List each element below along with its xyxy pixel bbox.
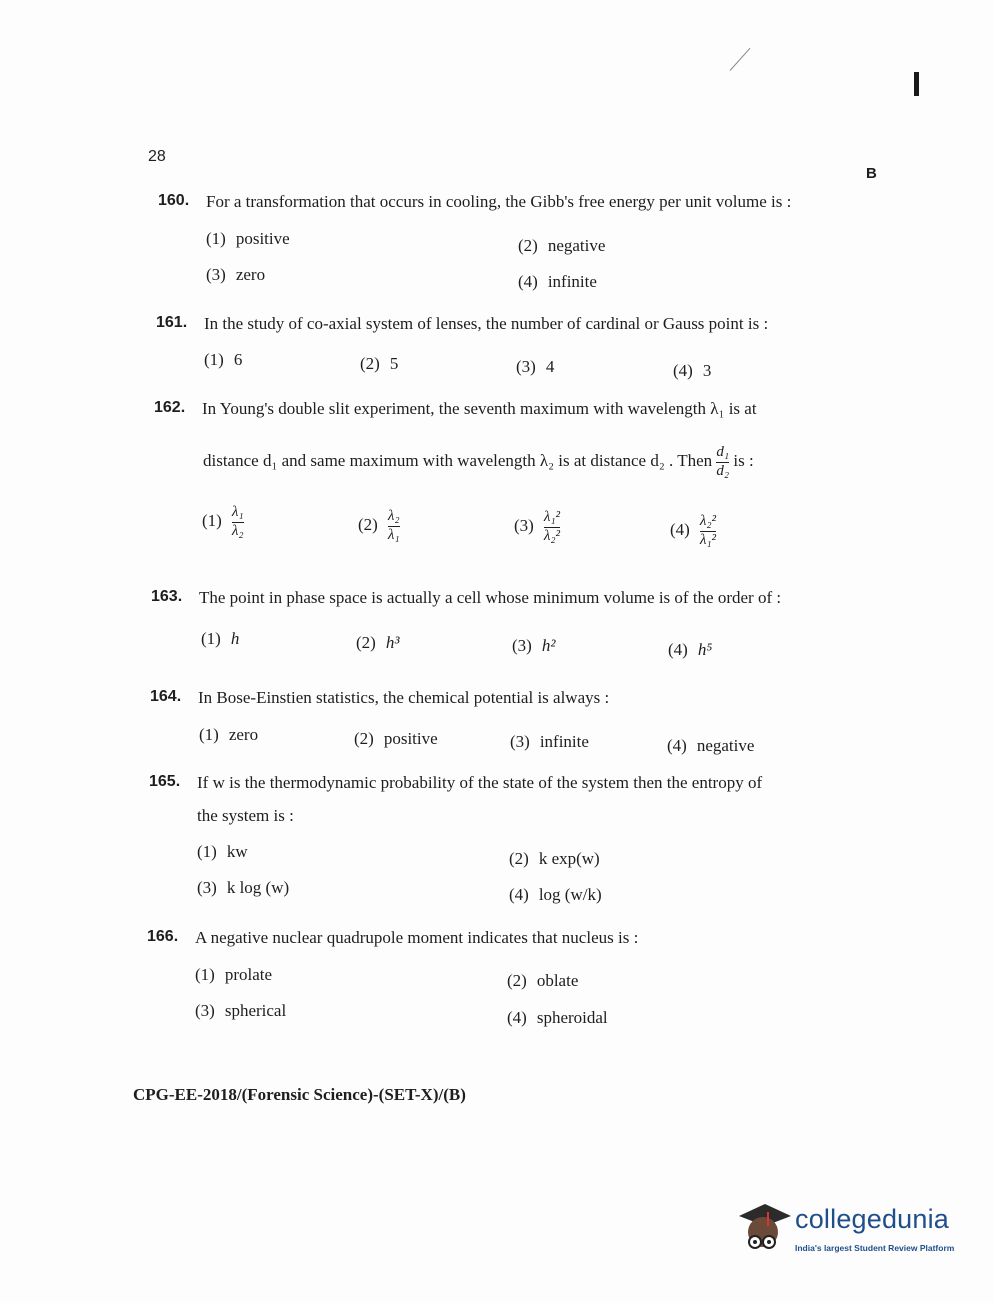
option-4: (4) 3 xyxy=(673,361,712,380)
option-4: (4) spheroidal xyxy=(507,1008,608,1027)
option-2: (2) oblate xyxy=(507,971,579,990)
collegedunia-logo xyxy=(735,1198,965,1258)
option-2: (2) negative xyxy=(518,236,606,255)
mascot-icon xyxy=(735,1198,793,1256)
question-text: For a transformation that occurs in cooling, the Gibb's free energy per unit volume is : xyxy=(206,192,792,211)
question-text: In Young's double slit experiment, the seventh maximum with wavelength λ₁ is at xyxy=(202,399,757,418)
question-number: 162. xyxy=(154,399,186,416)
option-1: (1) kw xyxy=(197,842,248,861)
question-number: 163. xyxy=(151,588,183,605)
option-2: (2) k exp(w) xyxy=(509,849,600,868)
question-number: 160. xyxy=(158,192,190,209)
question-text: In Bose-Einstien statistics, the chemical potential is always : xyxy=(198,688,610,707)
question-text-line-2: the system is : xyxy=(197,806,294,825)
option-1: (1) h xyxy=(201,629,240,648)
question-text: In the study of co-axial system of lenses, the number of cardinal or Gauss point is : xyxy=(204,314,769,333)
option-2: (2) positive xyxy=(354,729,438,748)
option-3: (3) h² xyxy=(512,636,556,655)
question-number: 161. xyxy=(156,314,188,331)
option-3: (3) 4 xyxy=(516,357,555,376)
option-3: (3) infinite xyxy=(510,732,589,751)
paper-code-footer: CPG-EE-2018/(Forensic Science)-(SET-X)/(B) xyxy=(133,1085,466,1104)
option-1: (1) zero xyxy=(199,725,259,744)
option-3: (3) k log (w) xyxy=(197,878,290,897)
page-number: 28 xyxy=(148,148,166,165)
option-3: (3) zero xyxy=(206,265,266,284)
option-2: (2) 5 xyxy=(360,354,399,373)
question-number: 166. xyxy=(147,928,179,945)
scan-mark xyxy=(914,72,919,96)
option-4: (4) infinite xyxy=(518,272,597,291)
pen-mark xyxy=(730,48,751,71)
question-text: The point in phase space is actually a cell whose minimum volume is of the order of : xyxy=(199,588,782,607)
question-text: A negative nuclear quadrupole moment indicates that nucleus is : xyxy=(195,928,639,947)
option-4: (4) $\frac{\text{λ₂²}}{\text{λ₁²}}$ xyxy=(670,513,717,548)
option-3: (3) $\frac{\text{λ₁²}}{\text{λ₂²}}$ xyxy=(514,509,561,544)
option-1: (1) 6 xyxy=(204,350,243,369)
option-4: (4) negative xyxy=(667,736,755,755)
option-4: (4) log (w/k) xyxy=(509,885,602,904)
set-code: B xyxy=(866,165,877,182)
ratio-d1-d2: $\frac{\text{d₁}}{\text{d₂}}$ xyxy=(716,444,730,479)
brand-tagline: India's largest Student Review Platform xyxy=(795,1243,955,1253)
brand-name: collegedunia xyxy=(795,1204,950,1234)
option-4: (4) h⁵ xyxy=(668,640,713,659)
option-2: (2) $\frac{\text{λ₂}}{\text{λ₁}}$ xyxy=(358,508,400,543)
question-number: 165. xyxy=(149,773,181,790)
option-2: (2) h³ xyxy=(356,633,400,652)
question-text-line-2: distance d₁ and same maximum with wavelength λ₂ is at distance d₂ . Then $\frac{\text{d₁}}{\text{d₂}}$ is : xyxy=(203,444,754,479)
option-3: (3) spherical xyxy=(195,1001,287,1020)
option-1: (1) prolate xyxy=(195,965,273,984)
question-text: If w is the thermodynamic probability of the state of the system then the entropy of xyxy=(197,773,763,792)
option-1: (1) $\frac{\text{λ₁}}{\text{λ₂}}$ xyxy=(202,504,244,539)
option-1: (1) positive xyxy=(206,229,290,248)
question-number: 164. xyxy=(150,688,182,705)
